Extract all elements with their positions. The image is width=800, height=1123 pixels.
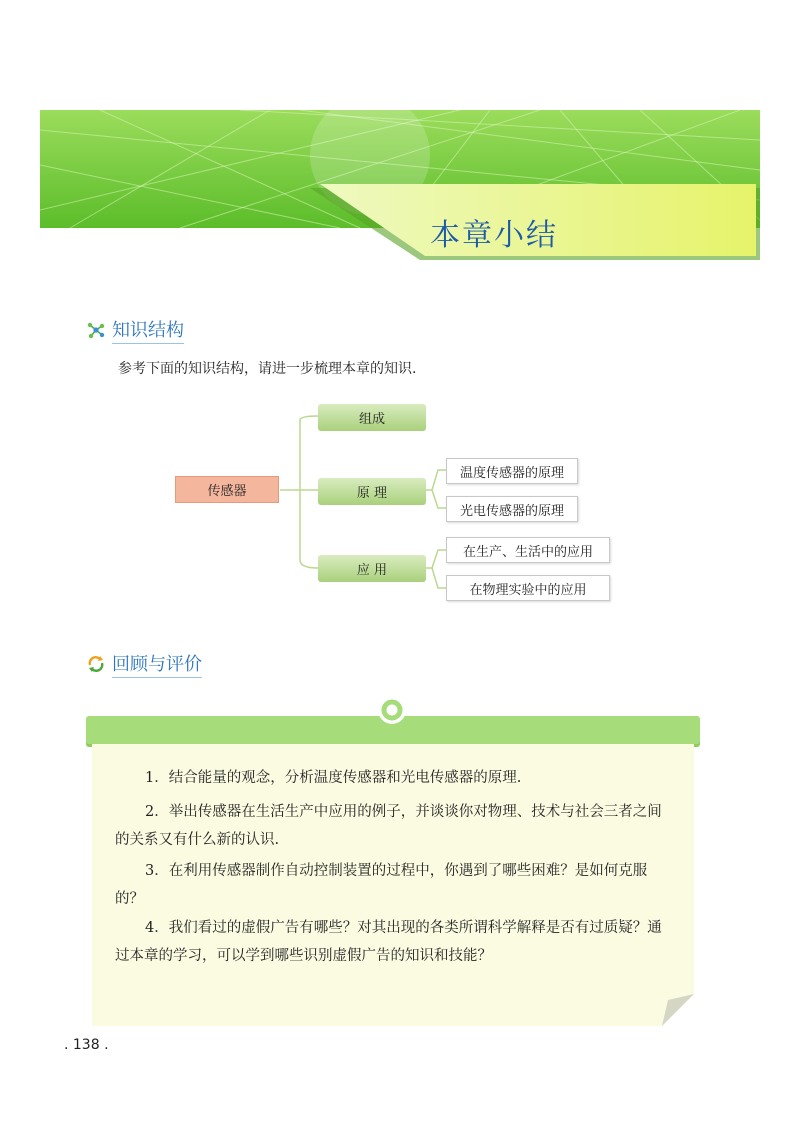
question-item: 1．结合能量的观念，分析温度传感器和光电传感器的原理. <box>145 770 522 786</box>
cycle-arrows-icon <box>86 654 106 674</box>
section-heading-review <box>86 650 202 678</box>
mindmap-branch: 应 用 <box>318 555 426 582</box>
section-heading-structure <box>86 316 184 344</box>
question-item: 2．举出传感器在生活生产中应用的例子，并谈谈你对物理、技术与社会三者之间的关系又有什么新的认识. <box>115 804 662 848</box>
chapter-banner <box>40 110 760 260</box>
mindmap-root: 传感器 <box>175 476 279 503</box>
mindmap-leaf: 温度传感器的原理 <box>446 458 578 484</box>
mindmap-leaf: 在生产、生活中的应用 <box>446 537 610 563</box>
chapter-title: 本章小结 <box>430 218 558 253</box>
question-item: 4．我们看过的虚假广告有哪些？对其出现的各类所谓科学解释是否有过质疑？通过本章的学习，可以学到哪些识别虚假广告的知识和技能？ <box>115 920 662 964</box>
page-curl-icon <box>662 994 696 1028</box>
mindmap-branch: 组成 <box>318 404 426 431</box>
mindmap-leaf: 光电传感器的原理 <box>446 496 578 522</box>
question-item: 3．在利用传感器制作自动控制装置的过程中，你遇到了哪些困难？是如何克服的？ <box>115 863 648 907</box>
mindmap-leaf: 在物理实验中的应用 <box>446 575 610 601</box>
section-label: 回顾与评价 <box>112 650 202 678</box>
page-number: . 138 . <box>64 1037 109 1053</box>
intro-text: 参考下面的知识结构，请进一步梳理本章的知识. <box>118 361 417 377</box>
pin-icon <box>372 694 412 724</box>
molecule-icon <box>86 321 106 339</box>
section-label: 知识结构 <box>112 316 184 344</box>
mindmap-branch: 原 理 <box>318 478 426 505</box>
